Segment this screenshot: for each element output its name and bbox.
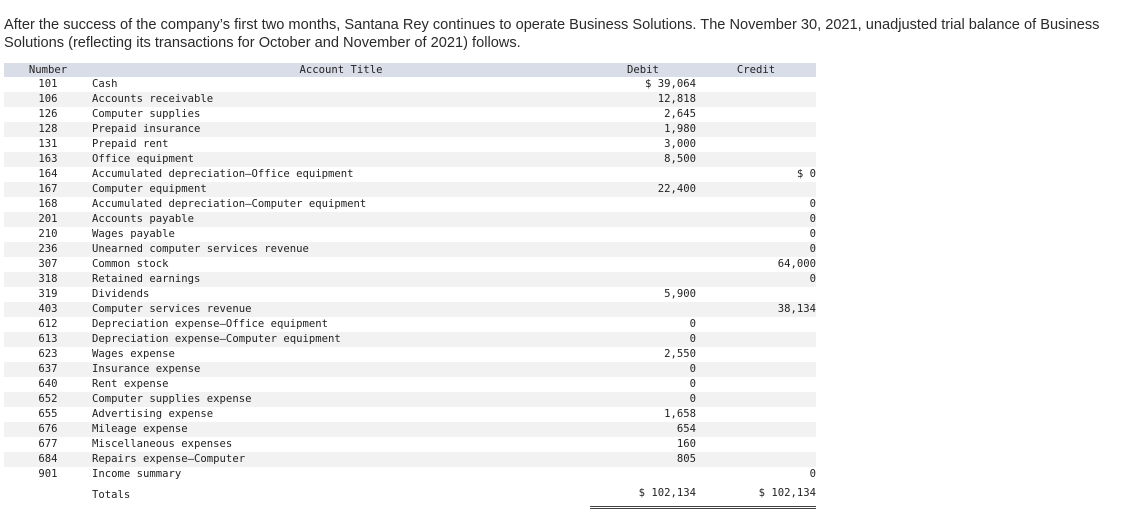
account-title-cell: Prepaid insurance	[92, 122, 590, 137]
account-title-cell: Wages payable	[92, 228, 175, 240]
account-title-cell: Computer supplies	[92, 108, 201, 120]
table-row	[4, 287, 816, 302]
account-number-cell: 612	[38, 318, 58, 330]
totals-row	[4, 482, 816, 507]
table-row	[4, 167, 816, 182]
account-number-cell: 637	[4, 362, 92, 377]
table-row	[4, 452, 816, 467]
account-number-cell: 684	[4, 452, 92, 467]
table-row	[4, 362, 816, 377]
account-number-cell: 236	[4, 242, 92, 257]
credit-cell	[696, 92, 816, 107]
debit-cell	[590, 242, 696, 257]
debit-cell: 8,500	[590, 152, 696, 167]
account-number-cell: 676	[4, 422, 92, 437]
header-account-title: Account Title	[92, 63, 590, 77]
account-number-cell: 613	[4, 332, 92, 347]
table-row	[4, 467, 816, 482]
account-title-cell: Income summary	[92, 468, 182, 480]
credit-cell: 0	[809, 468, 816, 480]
table-row	[4, 77, 816, 92]
account-title-cell: Accumulated depreciation—Computer equipment	[92, 198, 367, 210]
totals-debit: $ 102,134	[590, 482, 696, 507]
debit-cell: 0	[590, 332, 696, 347]
table-row	[4, 122, 816, 137]
table-row	[4, 242, 816, 257]
account-number-cell: 163	[4, 152, 92, 167]
account-title-cell: Office equipment	[92, 152, 590, 167]
account-number-cell: 640	[38, 378, 58, 390]
account-number-cell: 128	[4, 122, 92, 137]
table-row	[4, 347, 816, 362]
account-title-cell: Unearned computer services revenue	[92, 242, 590, 257]
credit-cell	[696, 332, 816, 347]
table-row	[4, 377, 816, 392]
account-number-cell: 164	[38, 168, 58, 180]
account-title-cell: Computer services revenue	[92, 302, 590, 317]
account-number-cell: 210	[38, 228, 58, 240]
credit-cell	[696, 182, 816, 197]
credit-cell	[696, 377, 816, 392]
account-number-cell: 623	[38, 348, 58, 360]
account-number-cell: 652	[4, 392, 92, 407]
account-title-cell: Advertising expense	[92, 408, 214, 420]
debit-cell: 0	[590, 392, 696, 407]
debit-cell: 805	[590, 452, 696, 467]
credit-cell	[696, 317, 816, 332]
debit-cell: 5,900	[664, 288, 696, 300]
account-number-cell: 307	[38, 258, 58, 270]
totals-credit: $ 102,134	[696, 482, 816, 507]
account-title-cell: Dividends	[92, 288, 150, 300]
account-title-cell: Cash	[92, 78, 118, 90]
credit-cell: 0	[809, 228, 816, 240]
table-row	[4, 332, 816, 347]
account-title-cell: Common stock	[92, 258, 169, 270]
table-row	[4, 212, 816, 227]
credit-cell	[696, 77, 816, 92]
debit-cell: 160	[676, 438, 696, 450]
debit-cell: 654	[590, 422, 696, 437]
account-number-cell: 106	[4, 92, 92, 107]
debit-cell: 1,980	[590, 122, 696, 137]
account-title-cell: Rent expense	[92, 378, 169, 390]
table-row	[4, 137, 816, 152]
account-number-cell: 167	[4, 182, 92, 197]
debit-cell	[590, 272, 696, 287]
credit-cell	[696, 347, 816, 362]
account-number-cell: 101	[38, 78, 58, 90]
credit-cell	[696, 287, 816, 302]
account-number-cell: 901	[38, 468, 58, 480]
account-title-cell: Accounts receivable	[92, 92, 590, 107]
credit-cell	[696, 362, 816, 377]
table-row	[4, 302, 816, 317]
account-number-cell: 655	[38, 408, 58, 420]
debit-cell: 3,000	[664, 138, 696, 150]
table-row	[4, 272, 816, 287]
account-number-cell: 126	[38, 108, 58, 120]
account-title-cell: Mileage expense	[92, 422, 590, 437]
debit-cell: 0	[590, 362, 696, 377]
debit-cell	[590, 302, 696, 317]
debit-cell: 2,550	[664, 348, 696, 360]
table-row	[4, 152, 816, 167]
credit-cell	[696, 407, 816, 422]
header-credit: Credit	[696, 63, 816, 77]
debit-cell: 0	[689, 378, 696, 390]
table-row	[4, 227, 816, 242]
credit-cell: 0	[809, 198, 816, 210]
debit-cell	[590, 227, 696, 242]
table-row	[4, 437, 816, 452]
debit-cell	[590, 167, 696, 182]
credit-cell: 0	[696, 212, 816, 227]
table-row	[4, 392, 816, 407]
account-title-cell: Miscellaneous expenses	[92, 438, 233, 450]
table-row	[4, 182, 816, 197]
credit-cell	[696, 152, 816, 167]
debit-cell: $ 39,064	[644, 78, 696, 90]
credit-cell	[696, 437, 816, 452]
credit-cell: 0	[696, 242, 816, 257]
debit-cell	[590, 257, 696, 272]
table-row	[4, 407, 816, 422]
totals-label: Totals	[92, 482, 590, 507]
debit-cell: 0	[689, 318, 696, 330]
account-number-cell: 403	[4, 302, 92, 317]
header-debit: Debit	[590, 63, 696, 77]
intro-text: After the success of the company’s first two months, Santana Rey continues to operate Business Solutions. The November 30, 2021, unadjusted trial balance of Business Solutions (reflecting its transactions for October and November of 2021) follows.	[4, 16, 1100, 51]
account-title-cell: Wages expense	[92, 348, 175, 360]
account-title-cell: Prepaid rent	[92, 138, 169, 150]
table-row	[4, 317, 816, 332]
account-title-cell: Repairs expense—Computer	[92, 452, 590, 467]
credit-cell: 0	[696, 272, 816, 287]
account-title-cell: Depreciation expense—Computer equipment	[92, 332, 590, 347]
debit-cell: 1,658	[664, 408, 696, 420]
debit-cell	[590, 212, 696, 227]
account-title-cell: Insurance expense	[92, 362, 590, 377]
table-row	[4, 92, 816, 107]
credit-cell: 64,000	[777, 258, 816, 270]
credit-cell	[696, 422, 816, 437]
account-number-cell: 201	[4, 212, 92, 227]
credit-cell	[696, 122, 816, 137]
credit-cell: 38,134	[696, 302, 816, 317]
account-title-cell: Depreciation expense—Office equipment	[92, 318, 328, 330]
account-title-cell: Computer equipment	[92, 182, 590, 197]
account-title-cell: Accumulated depreciation—Office equipment	[92, 168, 354, 180]
account-number-cell: 677	[38, 438, 58, 450]
table-row	[4, 422, 816, 437]
trial-balance-table	[4, 63, 816, 509]
table-row	[4, 197, 816, 212]
account-number-cell: 319	[38, 288, 58, 300]
debit-cell: 22,400	[590, 182, 696, 197]
credit-cell	[696, 137, 816, 152]
table-header-row	[4, 63, 816, 77]
debit-cell: 12,818	[590, 92, 696, 107]
debit-cell	[590, 467, 696, 482]
table-row	[4, 107, 816, 122]
header-number: Number	[4, 63, 92, 77]
account-title-cell: Accounts payable	[92, 212, 590, 227]
credit-cell: $ 0	[796, 168, 816, 180]
credit-cell	[696, 107, 816, 122]
account-number-cell: 168	[38, 198, 58, 210]
table-row	[4, 257, 816, 272]
account-title-cell: Computer supplies expense	[92, 392, 590, 407]
account-title-cell: Retained earnings	[92, 272, 590, 287]
debit-cell: 2,645	[664, 108, 696, 120]
credit-cell	[696, 392, 816, 407]
account-number-cell: 318	[4, 272, 92, 287]
credit-cell	[696, 452, 816, 467]
account-number-cell: 131	[38, 138, 58, 150]
debit-cell	[590, 197, 696, 212]
